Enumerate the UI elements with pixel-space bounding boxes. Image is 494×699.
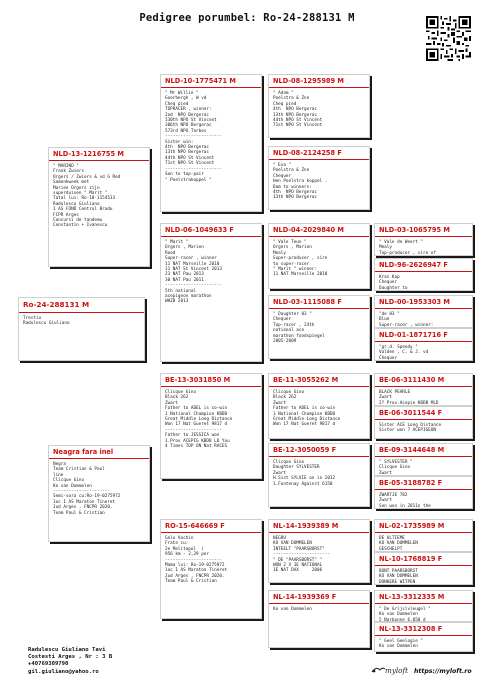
note-line: Team Paul & Cristian bbox=[165, 579, 217, 585]
card-notes bbox=[273, 163, 365, 201]
note-line: line bbox=[53, 472, 64, 478]
gen5-card-5 bbox=[374, 373, 473, 406]
note-line: WON 2 X 1E NATIONAL bbox=[273, 563, 323, 569]
note-line: Team Cristian & Paul bbox=[53, 467, 105, 473]
gen5-card-4 bbox=[374, 328, 473, 361]
note-line: " Marit " bbox=[165, 240, 189, 245]
note-line: 1.Fontenay Against 6150 bbox=[273, 481, 333, 487]
note-line: Ko van Dommelen bbox=[273, 607, 312, 612]
note-line: " DE "PAARSBORST" " bbox=[273, 557, 323, 563]
ring-number: NLD-08-1295989 M bbox=[273, 77, 344, 85]
note-line: " Vale de Weert " bbox=[379, 240, 423, 245]
sire-sire-dam-card bbox=[268, 146, 370, 210]
note-line: Tatal lui: Ro-18-1154533 bbox=[53, 196, 116, 202]
sire-dam-sire-card bbox=[268, 223, 370, 289]
note-line: Zwart bbox=[379, 470, 392, 476]
note-line: superduiven " Marit " bbox=[53, 191, 108, 197]
ring-number: Neagra fara inel bbox=[53, 448, 114, 456]
dam-sire-sire-card bbox=[268, 373, 370, 439]
note-line: Ko van Dommelen bbox=[379, 612, 418, 618]
gen5-card-10 bbox=[374, 552, 473, 585]
note-line: ---------------------- bbox=[165, 557, 222, 563]
card-notes bbox=[379, 312, 468, 328]
ring-number: NL-02-1735989 M bbox=[379, 522, 445, 530]
ring-number: NLD-03-1065795 M bbox=[379, 226, 450, 234]
card-notes bbox=[379, 493, 468, 509]
note-line: INTEELT "PAARSBORST" bbox=[273, 546, 325, 552]
note-line: Clicque Gino bbox=[273, 390, 305, 395]
ring-number: NLD-10-1775471 M bbox=[165, 77, 236, 85]
gen5-card-11 bbox=[374, 590, 473, 622]
note-line: " Vale Teun " bbox=[273, 240, 307, 245]
note-line: KO VAN DOMMELEN bbox=[273, 541, 312, 547]
note-line: 1oc 1 AS Maraton Tineret bbox=[165, 568, 228, 574]
note-line: " Eva " bbox=[273, 163, 292, 168]
note-line: 1 National Champion KBDB bbox=[165, 411, 228, 417]
dam-sire-card bbox=[160, 373, 262, 479]
card-notes bbox=[165, 91, 257, 183]
note-line: Valden , C. & J. vd bbox=[379, 350, 429, 356]
note-line: " SYLVESTER " bbox=[379, 460, 413, 465]
note-line: ---------------------- bbox=[165, 166, 222, 172]
note-line: 2nd NPO Bergerac bbox=[165, 112, 209, 118]
gen5-card-12 bbox=[374, 622, 473, 652]
note-line: KO VAN DOMMELEN bbox=[379, 574, 418, 580]
note-line: Black 262 bbox=[273, 395, 297, 401]
note-line: 11 NAT Marseille 2010 bbox=[165, 261, 220, 267]
ring-number: BE-05-3188782 F bbox=[379, 479, 443, 487]
sire-dam-dam-card bbox=[268, 295, 370, 359]
card-notes bbox=[273, 312, 365, 344]
note-line: 4th NPO Bergerac bbox=[273, 107, 317, 113]
gen5-card-3 bbox=[374, 295, 473, 328]
ring-number: NLD-03-1115088 F bbox=[273, 298, 342, 306]
ring-number: NLD-08-2124258 F bbox=[273, 149, 342, 157]
logo-text: myloft bbox=[385, 666, 409, 675]
note-line: Concursi de tandemu bbox=[53, 218, 103, 224]
note-line: to super-racer bbox=[273, 261, 310, 267]
note-line: " Adam " bbox=[273, 91, 294, 96]
note-line: Daughter to bbox=[379, 285, 408, 291]
note-line: 1 AS FOND Centrul Bradu bbox=[53, 207, 113, 213]
note-line: DE ULTIEME bbox=[379, 536, 405, 541]
note-line: Samenkweek met bbox=[53, 180, 90, 186]
note-line: 1E NAT DAX 2006 bbox=[273, 568, 323, 574]
note-line: Orgers , Marien bbox=[273, 245, 312, 251]
note-line: 71st NPO St Vincent bbox=[165, 161, 215, 167]
note-line: 13th NPO Bergerac bbox=[273, 112, 317, 118]
note-line: H.Sist SYLVIE on in 2012 bbox=[273, 476, 336, 482]
note-line: Clicque Gino bbox=[165, 390, 197, 395]
card-notes bbox=[165, 390, 257, 449]
note-line: Blue bbox=[379, 317, 390, 323]
note-line: Father to JESSICA won bbox=[165, 433, 220, 439]
note-line: Chequer bbox=[379, 355, 398, 361]
ring-number: NL-14-1939389 M bbox=[273, 522, 339, 530]
dam-dam-dam-card bbox=[268, 590, 370, 648]
sire-dam-card bbox=[160, 223, 262, 362]
note-line: Sister win: bbox=[165, 139, 194, 145]
note-line: " De Grijslvleugel " bbox=[379, 607, 431, 612]
note-line: Chequer bbox=[273, 173, 292, 179]
gen5-card-1 bbox=[374, 223, 473, 256]
breeder-phone: +40769309790 bbox=[28, 661, 69, 668]
ring-number: BE-06-3111430 M bbox=[379, 376, 445, 384]
ring-number: NL-10-1768819 F bbox=[379, 555, 443, 563]
note-line: Ko van Dommelen bbox=[53, 483, 92, 489]
ring-number: RO-15-646669 F bbox=[165, 522, 225, 530]
card-notes bbox=[273, 460, 365, 487]
note-line: BLACK PEARLE bbox=[379, 390, 411, 395]
note-line: Father to ADEL is co-win bbox=[165, 406, 228, 412]
note-line: Great Middle Long Distance bbox=[165, 417, 233, 423]
note-line: 30 NAT Pau 2011 bbox=[165, 277, 204, 283]
note-line: Great Middle Long Distance bbox=[273, 417, 341, 423]
note-line: 5th national bbox=[165, 288, 197, 294]
note-line: Goorbergh , W vd bbox=[165, 96, 207, 102]
note-line: Clicque Gino bbox=[379, 465, 411, 471]
note-line: Mama lui: Ro-19-0275972 bbox=[165, 563, 225, 569]
note-line: 4 Times TOP ON Nat RACES bbox=[165, 444, 228, 450]
note-line: Jud Arges , FNCPR 2020. bbox=[165, 573, 225, 579]
note-line: 4th NPO Bergerac bbox=[165, 145, 209, 151]
card-notes bbox=[379, 423, 468, 434]
note-line: Sister won 7 ACEPIGEON bbox=[379, 428, 436, 434]
ring-number: BE-12-3050059 F bbox=[273, 446, 337, 454]
sire-sire-card bbox=[160, 74, 262, 212]
card-notes bbox=[165, 536, 257, 585]
note-line: Frank Zwiers bbox=[53, 169, 85, 175]
note-line: Son to top-pair bbox=[165, 172, 204, 178]
qr-code bbox=[426, 16, 471, 61]
note-line: Mealy bbox=[379, 245, 392, 251]
card-notes bbox=[23, 316, 140, 327]
note-line: marathon fondspiegel bbox=[273, 333, 325, 339]
card-notes bbox=[53, 164, 145, 229]
gen5-card-8 bbox=[374, 476, 473, 509]
card-notes bbox=[273, 536, 365, 574]
note-line: Zwart bbox=[273, 400, 286, 406]
note-line: Clicque Gino bbox=[273, 460, 305, 465]
note-line: Clicque Gino bbox=[53, 478, 85, 484]
note-line: Ko van Dommelen bbox=[379, 644, 418, 650]
note-line: " Marit " winner: bbox=[273, 267, 317, 273]
note-line: Cheq pied bbox=[165, 101, 189, 107]
card-notes bbox=[379, 240, 468, 256]
note-line: 956 km - 2,29 per bbox=[165, 552, 209, 558]
note-line: Orgers , Marien bbox=[165, 245, 204, 251]
note-line: DONKERE WITPEN bbox=[379, 579, 416, 585]
note-line: Team Paul & Cristian bbox=[53, 510, 105, 516]
ring-number: NLD-01-1871716 F bbox=[379, 331, 448, 339]
card-notes bbox=[379, 275, 468, 291]
note-line: 11 NAT Marseille 2010 bbox=[273, 272, 328, 278]
note-line: Top-producer , sire of bbox=[379, 250, 436, 256]
note-line: 130th NPO St Vincent bbox=[165, 118, 217, 124]
note-line: GESCHELPT bbox=[379, 546, 403, 552]
card-notes bbox=[379, 460, 468, 476]
note-line: BONT PAARSBORST bbox=[379, 569, 418, 574]
card-notes bbox=[379, 536, 468, 552]
note-line: " MARINO " bbox=[53, 164, 79, 169]
ring-number: BE-06-3011544 F bbox=[379, 409, 443, 417]
note-line: Cheq pied bbox=[273, 101, 297, 107]
card-notes bbox=[165, 240, 257, 305]
ring-number: NLD-96-2626947 F bbox=[379, 261, 448, 269]
note-line: Marien Orgers zijn bbox=[53, 185, 100, 191]
gen5-card-6 bbox=[374, 406, 473, 439]
note-line: 1oc 1 AS Maraton Tineret bbox=[53, 499, 116, 505]
note-line: 13th NPO Bergerac bbox=[273, 195, 317, 201]
note-line: Mealy bbox=[273, 250, 286, 256]
note-line: 11 NAT St Vincent 2013 bbox=[165, 267, 222, 273]
note-line: 44th NPO St Vincent bbox=[165, 155, 215, 161]
note-line: Zwart bbox=[379, 498, 392, 504]
note-line: Daughter SYLVESTER bbox=[273, 465, 320, 471]
card-notes bbox=[379, 345, 468, 361]
note-line: 44th NPO St Vincent bbox=[273, 118, 323, 124]
note-line: "de 03 " bbox=[379, 312, 400, 317]
sire-sire-sire-card bbox=[268, 74, 370, 138]
note-line: 23 NAT Pau 2013 bbox=[165, 272, 204, 278]
note-line: Black 262 bbox=[165, 395, 189, 401]
card-notes bbox=[273, 607, 365, 612]
note-line: KO VAN DOMMELEN bbox=[379, 541, 418, 547]
note-line: Dam to winners: bbox=[273, 184, 312, 190]
note-line: WHZB 2013 bbox=[165, 299, 189, 305]
myloft-logo bbox=[370, 662, 410, 678]
note-line: ---------------------- bbox=[53, 489, 110, 495]
card-notes bbox=[53, 462, 145, 516]
note-line: Chequer bbox=[379, 280, 398, 286]
dam-sire-dam-card bbox=[268, 443, 370, 507]
note-line: 1 National Champion KBDB bbox=[273, 411, 336, 417]
note-line: ---------------------- bbox=[273, 552, 330, 558]
note-line: Father to ADEL is co-win bbox=[273, 406, 336, 412]
card-notes bbox=[379, 569, 468, 585]
breeder-email: gil.giuliano@yahoo.ro bbox=[28, 668, 99, 675]
note-line: Top-racer , 24th bbox=[273, 322, 315, 328]
note-line: Son won in 2011n the bbox=[379, 503, 431, 509]
ring-number: NLD-06-1049633 F bbox=[165, 226, 234, 234]
note-line: " Daughter 03 " bbox=[273, 312, 312, 317]
website-link[interactable]: https://myloft.ro bbox=[414, 668, 472, 675]
note-line: Poelstra & Znn bbox=[273, 168, 310, 174]
note-line: Zwart bbox=[165, 400, 178, 406]
note-line: Won 17 Nat Gueret 9817 d bbox=[165, 422, 228, 428]
note-line: Super-producer , sire bbox=[273, 256, 328, 262]
gen5-card-9 bbox=[374, 519, 473, 552]
note-line: Radulescu Giuliano bbox=[53, 201, 100, 207]
note-line: 306th NPO Bergerac bbox=[165, 123, 212, 129]
note-line: Gelu Vochin bbox=[165, 536, 194, 541]
gen5-card-2 bbox=[374, 258, 473, 291]
card-notes bbox=[273, 240, 365, 278]
note-line: Zwart bbox=[379, 395, 392, 401]
note-line: Negra bbox=[53, 462, 66, 467]
note-line: ---------------------- bbox=[165, 134, 222, 140]
ring-number: Ro-24-288131 M bbox=[23, 300, 90, 309]
note-line: Super-racer , winner bbox=[165, 256, 217, 262]
card-notes bbox=[273, 390, 365, 428]
breeder-address bbox=[28, 647, 112, 676]
ring-number: BE-09-3144648 M bbox=[379, 446, 445, 454]
note-line: Sister ACE Long Distance bbox=[379, 423, 442, 428]
ring-number: NL-14-1939369 F bbox=[273, 593, 337, 601]
page-title: Pedigree porumbel: Ro-24-288131 M bbox=[139, 12, 355, 24]
ring-number: NLD-13-1216755 M bbox=[53, 150, 124, 158]
note-line: "gr.d. Speedy " bbox=[379, 345, 418, 350]
card-notes bbox=[273, 91, 365, 129]
ring-number: NLD-00-1953303 M bbox=[379, 298, 450, 306]
note-line: 2005-2009 bbox=[273, 339, 297, 345]
note-line: Jud Arges , FNCPR 2020. bbox=[53, 505, 113, 511]
ring-number: NL-13-3312308 F bbox=[379, 625, 443, 633]
note-line: Orgers / Zwiers & vd G Red bbox=[53, 174, 121, 180]
card-notes bbox=[379, 390, 468, 406]
gen5-card-7 bbox=[374, 443, 473, 476]
note-line: Frate cu: bbox=[165, 541, 189, 547]
note-line: 573rd NPO Tarbes bbox=[165, 128, 207, 134]
note-line: ZWARTJE 782 bbox=[379, 493, 408, 498]
note-line: acepigeon marathon bbox=[165, 294, 212, 300]
note-line: Won 17 Nat Gueret 9817 d bbox=[273, 422, 336, 428]
note-line: Constantin + Ivanescu bbox=[53, 223, 108, 229]
ring-number: BE-11-3055262 M bbox=[273, 376, 339, 384]
note-line: FCPR Arges bbox=[53, 212, 79, 218]
note-line: " Poelstrakoppel " bbox=[165, 177, 212, 183]
note-line: Hen Poelstra koppel . bbox=[273, 179, 328, 185]
note-line: Poelstra & Znn bbox=[273, 96, 310, 102]
note-line: 2e Melitopol ) bbox=[165, 546, 204, 552]
note-line: 5 Narbonne 6.050 d bbox=[379, 617, 426, 622]
note-line: 13th NPO Bergerac bbox=[165, 150, 209, 156]
note-line: Radulescu Giuliano bbox=[23, 321, 70, 327]
breeder-name: Radulescu Giuliano Tavi bbox=[28, 647, 106, 653]
dam-dam-sire-card bbox=[268, 519, 370, 583]
note-line: NEGRU bbox=[273, 536, 286, 541]
note-line: Kras Kap bbox=[379, 275, 400, 280]
note-line: Super-racer , winner: bbox=[379, 322, 434, 328]
note-line: " Mr Willie " bbox=[165, 91, 199, 96]
note-line: Zwart bbox=[273, 470, 286, 476]
note-line: ---------------------- bbox=[165, 283, 222, 289]
note-line: " Geel Geelogie " bbox=[379, 639, 423, 644]
ring-number: NL-13-3312335 M bbox=[379, 593, 445, 601]
note-line: Chequer bbox=[273, 317, 292, 323]
ring-number: NLD-04-2029840 M bbox=[273, 226, 344, 234]
note-line: 4th NPO Bergerac bbox=[273, 190, 317, 196]
note-line: Rood bbox=[165, 250, 176, 256]
dam-dam-card bbox=[160, 519, 262, 619]
note-line: ---------------------- bbox=[165, 427, 222, 433]
breeder-street: Costesti Arges , Nr : 3 B bbox=[28, 654, 113, 661]
card-notes bbox=[379, 639, 468, 650]
ring-number: BE-13-3031850 M bbox=[165, 376, 231, 384]
note-line: TOPRACER , winner: bbox=[165, 107, 212, 113]
note-line: Trestiu bbox=[23, 316, 42, 321]
note-line: national ace bbox=[273, 328, 305, 334]
dam-card bbox=[48, 445, 150, 542]
note-line: 2? Prov.Acepie KBDB MLD bbox=[379, 400, 439, 406]
note-line: Semi-sora cu:Ro-19-0275972 bbox=[53, 494, 121, 500]
subject-card bbox=[18, 297, 145, 361]
note-line: 71st NPO St Vincent bbox=[273, 123, 323, 129]
note-line: 1.Prov ACEPIG KBDB LD You bbox=[165, 438, 230, 444]
sire-card bbox=[48, 147, 150, 267]
card-notes bbox=[379, 607, 468, 622]
